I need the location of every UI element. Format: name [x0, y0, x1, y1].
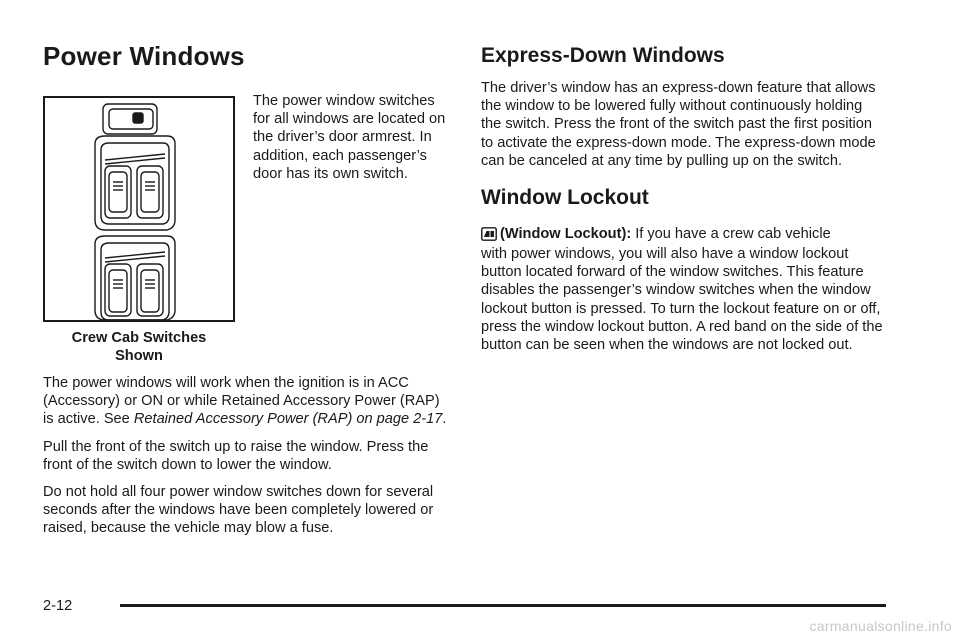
switch-illustration	[43, 96, 235, 322]
left-column	[43, 40, 448, 538]
lockout-lead-text: If you have a crew cab vehicle	[635, 226, 831, 243]
rap-reference-link[interactable]: Retained Accessory Power (RAP) on page 2-17	[133, 411, 443, 428]
figure-caption	[43, 329, 235, 365]
express-down-paragraph: The driver’s window has an express-down feature that allows the window to be lowered fully without continuously holding the switch. Press the front of the switch past the first position to activate the express-down mode. The express-down mode can be canceled at any time by pulling up on the switch.	[481, 80, 876, 169]
fuse-warning-paragraph: Do not hold all four power window switches down for several seconds after the windows have been completely lowered or raised, because the vehicle may blow a fuse.	[43, 484, 434, 537]
window-lockout-heading: Window Lockout	[481, 186, 649, 210]
ignition-text: The power windows will work when the ignition is in ACC (Accessory) or ON or while Retained Accessory Power (RAP) is active. See	[43, 375, 440, 428]
window-switch-panel-icon	[45, 98, 233, 320]
ignition-end: .	[442, 411, 447, 428]
lockout-term: (Window Lockout):	[500, 226, 632, 243]
raise-lower-paragraph: Pull the front of the switch up to raise the window. Press the front of the switch down to lower the window.	[43, 438, 429, 473]
right-column	[481, 40, 886, 354]
figure-row	[43, 93, 448, 374]
footer-rule	[120, 604, 886, 607]
ignition-paragraph	[43, 374, 448, 429]
caption-line-2: Shown	[115, 348, 163, 364]
express-down-heading: Express-Down Windows	[481, 44, 725, 67]
window-lockout-icon	[481, 227, 497, 241]
power-windows-heading: Power Windows	[43, 41, 245, 71]
lockout-lead-line	[481, 226, 886, 242]
lockout-paragraph: with power windows, you will also have a window lockout button located forward of the window switches. This feature disables the passenger’s window switches when the window lockout button is pressed. To turn the lockout feature on or off, press the window lockout button. A red band on the side of the button can be seen when the windows are not locked out.	[481, 246, 883, 354]
caption-line-1: Crew Cab Switches	[71, 330, 207, 346]
watermark: carmanualsonline.info	[809, 618, 952, 634]
page-number: 2-12	[43, 598, 73, 614]
intro-paragraph: The power window switches for all windows are located on the driver’s door armrest. In addition, each passenger’s door has its own switch.	[253, 93, 446, 182]
